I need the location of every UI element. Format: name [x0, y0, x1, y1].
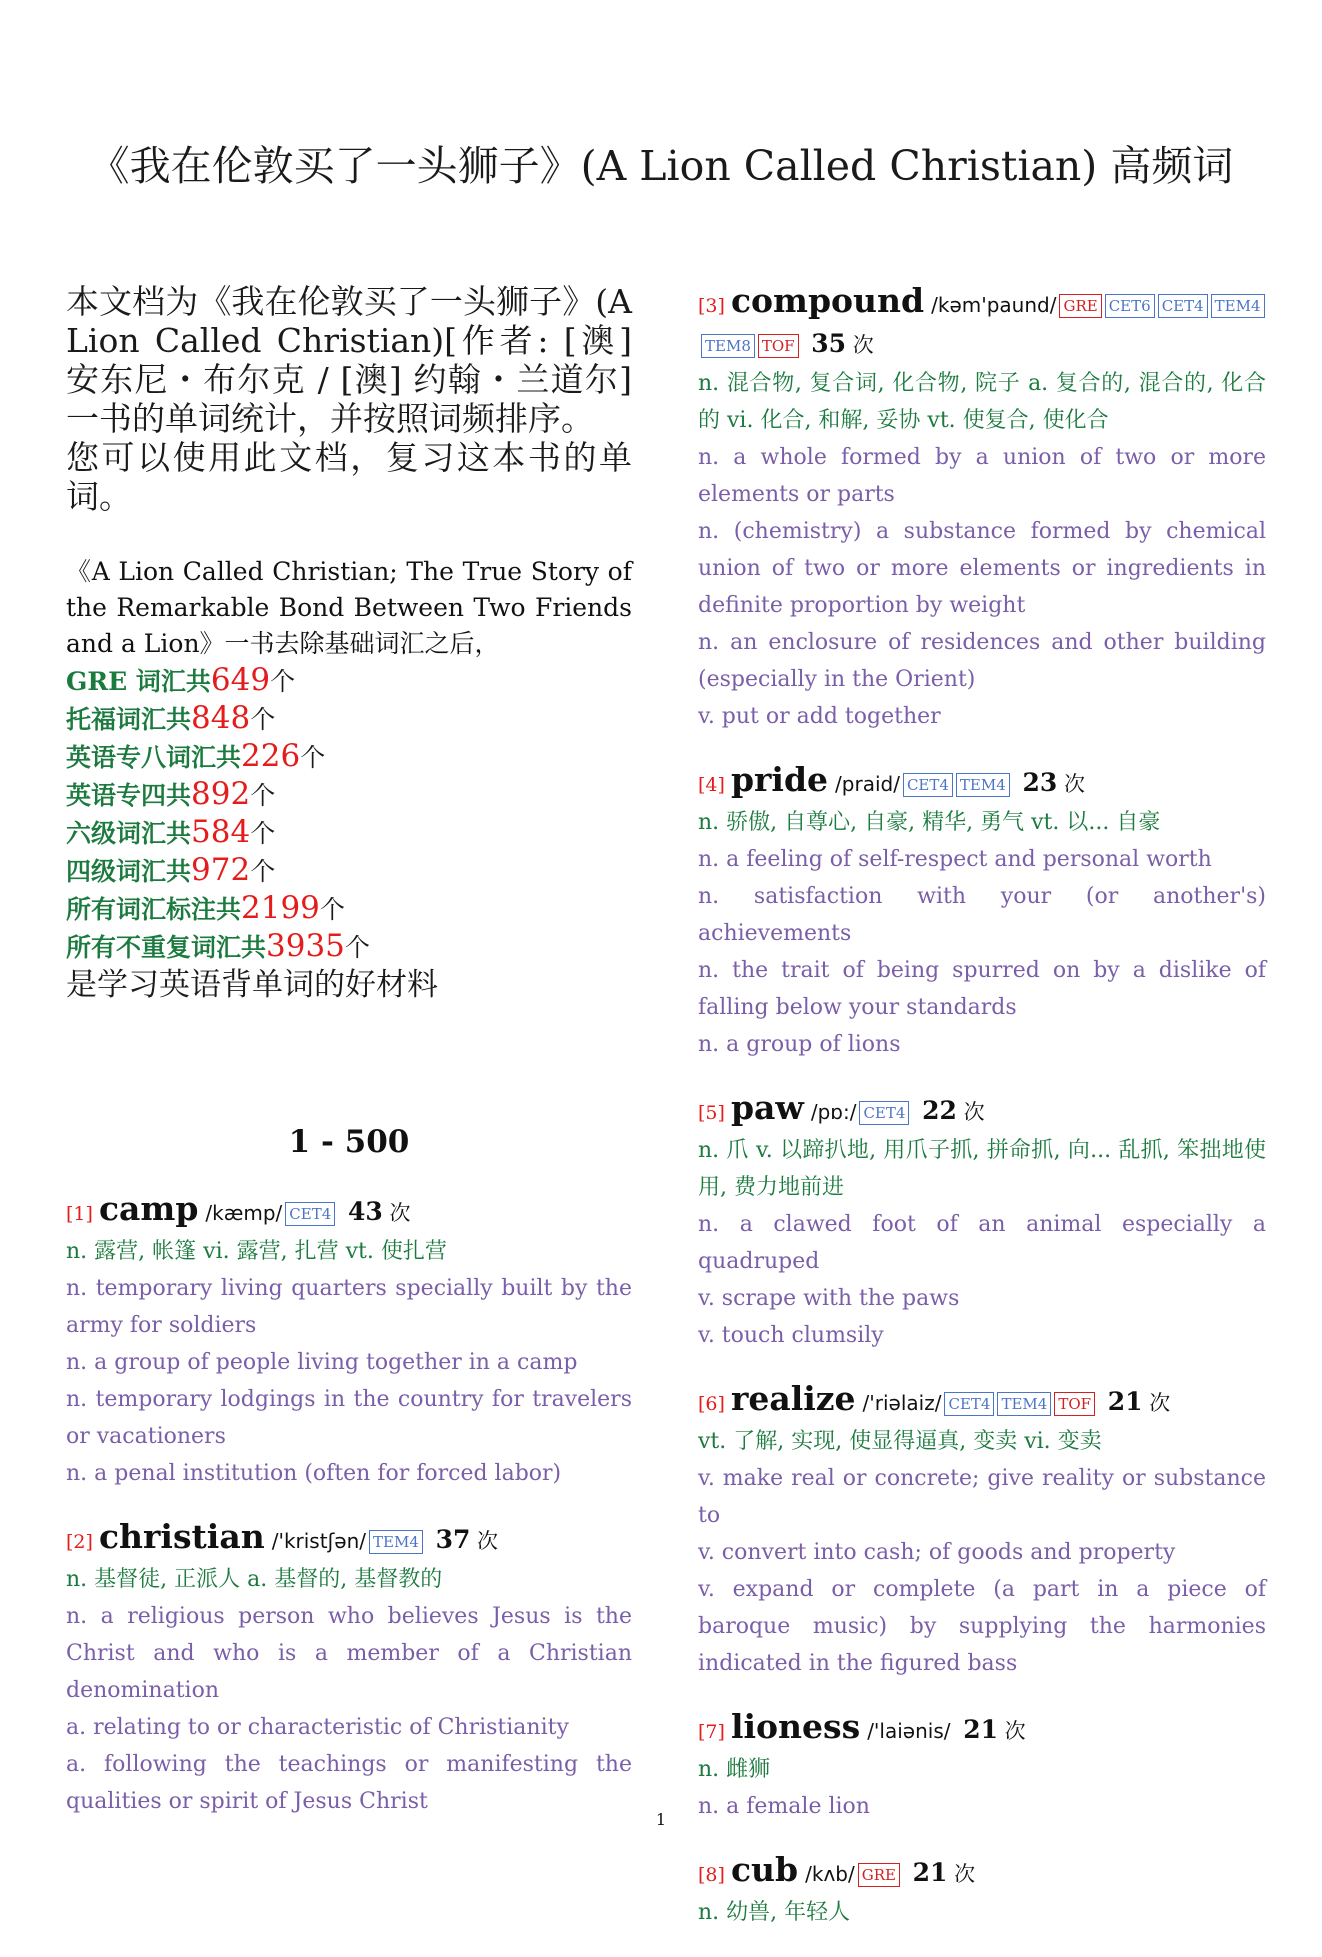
level-tag: TEM4 [1211, 294, 1265, 318]
stat-value: 226 [241, 738, 301, 774]
frequency-unit: 次 [846, 333, 874, 357]
stat-value: 3935 [266, 928, 345, 964]
intro-main [66, 282, 632, 516]
stat-line [66, 928, 632, 966]
intro-stats [66, 554, 632, 1004]
headword: realize [730, 1379, 856, 1418]
stat-unit: 个 [250, 819, 276, 848]
english-definition: v. scrape with the paws [698, 1286, 960, 1311]
stat-unit: 个 [250, 857, 276, 886]
level-tag: TOF [758, 334, 799, 358]
right-column [698, 282, 1266, 1957]
word-entry [66, 1190, 632, 1492]
level-tag: CET4 [859, 1101, 909, 1125]
frequency-unit: 次 [470, 1529, 499, 1553]
stat-line [66, 814, 632, 852]
entry-index: [6] [698, 1393, 731, 1415]
stat-value: 892 [191, 776, 251, 812]
entry-head [698, 1089, 1266, 1132]
intro-paragraph-2: 您可以使用此文档，复习这本书的单词。 [66, 438, 632, 516]
intro-sub-paragraph: 《A Lion Called Christian; The True Story of the Remarkable Bond Between Two Friends and a Lion》一书去除基础词汇之后， [66, 557, 632, 658]
level-tag: TEM4 [369, 1530, 423, 1554]
level-tag: CET6 [1105, 294, 1155, 318]
frequency-count: 37 [426, 1525, 471, 1554]
level-tag: TOF [1054, 1392, 1095, 1416]
stat-line [66, 852, 632, 890]
headword: camp [98, 1189, 199, 1228]
headword: christian [98, 1517, 265, 1556]
entry-index: [4] [698, 774, 731, 796]
stat-label: 六级词汇共 [66, 819, 192, 848]
intro-paragraph: 本文档为《我在伦敦买了一头狮子》(A Lion Called Christian)[作者: [澳] 安东尼・布尔克 / [澳] 约翰・兰道尔] 一书的单词统计，并按照词频排序。 [66, 282, 632, 438]
word-entry [698, 761, 1266, 1063]
chinese-definition: n. 混合物, 复合词, 化合物, 院子 a. 复合的, 混合的, 化合的 vi. 化合, 和解, 妥协 vt. 使复合, 使化合 [698, 371, 1266, 433]
phonetic: /'riəlaiz/ [862, 1391, 942, 1415]
stat-value: 584 [191, 814, 251, 850]
phonetic: /'laiənis/ [867, 1719, 951, 1743]
frequency-count: 21 [903, 1858, 948, 1887]
english-definition: a. relating to or characteristic of Christianity [66, 1715, 569, 1740]
entry-index: [5] [698, 1102, 731, 1124]
level-tag: GRE [1059, 294, 1101, 318]
chinese-definition: vt. 了解, 实现, 使显得逼真, 变卖 vi. 变卖 [698, 1429, 1102, 1454]
stat-label: 所有不重复词汇共 [66, 933, 267, 962]
stat-line [66, 738, 632, 776]
phonetic: /pɒ:/ [810, 1100, 857, 1124]
stat-value: 649 [210, 662, 271, 698]
stat-line [66, 890, 632, 928]
level-tag: TEM4 [956, 773, 1010, 797]
headword: pride [730, 760, 829, 799]
entry-head [698, 761, 1266, 804]
english-definition: v. make real or concrete; give reality or substance to [698, 1466, 1266, 1528]
frequency-count: 43 [339, 1197, 383, 1226]
frequency-unit: 次 [382, 1201, 411, 1225]
english-definition: n. temporary lodgings in the country for travelers or vacationers [66, 1387, 632, 1449]
word-entry [66, 1518, 632, 1820]
entry-head [698, 1380, 1266, 1423]
level-tag: CET4 [285, 1202, 335, 1226]
page-title: 《我在伦敦买了一头狮子》(A Lion Called Christian) 高频词 [88, 142, 1234, 190]
entry-head [66, 1518, 632, 1561]
chinese-definition: n. 雌狮 [698, 1757, 771, 1782]
stats-list [66, 662, 632, 966]
phonetic: /'kristʃən/ [271, 1529, 366, 1553]
page-number: 1 [655, 1810, 667, 1829]
level-tag: CET4 [944, 1392, 994, 1416]
phonetic: /kʌb/ [805, 1862, 855, 1886]
phonetic: /kæmp/ [205, 1201, 283, 1225]
frequency-unit: 次 [998, 1719, 1026, 1743]
english-definition: n. the trait of being spurred on by a dislike of falling below your standards [698, 958, 1266, 1020]
phonetic: /praid/ [835, 772, 900, 796]
english-definition: n. a whole formed by a union of two or more elements or parts [698, 445, 1266, 507]
english-definition: n. an enclosure of residences and other building (especially in the Orient) [698, 630, 1266, 692]
chinese-definition: n. 基督徒, 正派人 a. 基督的, 基督教的 [66, 1567, 443, 1592]
stat-label: 四级词汇共 [66, 857, 192, 886]
headword: paw [730, 1088, 804, 1127]
entry-head [698, 1851, 1266, 1894]
word-entry [698, 1089, 1266, 1354]
entry-head [698, 1708, 1266, 1751]
headword: compound [730, 281, 925, 320]
level-tag: CET4 [1158, 294, 1208, 318]
stat-label: 托福词汇共 [66, 705, 192, 734]
stat-unit: 个 [344, 933, 370, 962]
english-definition: n. a religious person who believes Jesus is the Christ and who is a member of a Christian denomination [66, 1604, 632, 1703]
frequency-count: 21 [954, 1715, 998, 1744]
stat-unit: 个 [319, 895, 345, 924]
english-definition: a. following the teachings or manifesting the qualities or spirit of Jesus Christ [66, 1752, 632, 1814]
level-tag: TEM8 [701, 334, 755, 358]
english-definition: n. a clawed foot of an animal especially a quadruped [698, 1212, 1266, 1274]
entries-left [66, 1190, 632, 1820]
left-column [66, 282, 632, 1846]
frequency-unit: 次 [1142, 1391, 1171, 1415]
level-tag: GRE [858, 1863, 900, 1887]
stat-line [66, 662, 632, 700]
english-definition: v. expand or complete (a part in a piece of baroque music) by supplying the harmonies indicated in the figured bass [698, 1577, 1266, 1676]
frequency-count: 22 [913, 1096, 957, 1125]
english-definition: n. (chemistry) a substance formed by chemical union of two or more elements or ingredients in definite proportion by weight [698, 519, 1266, 618]
chinese-definition: n. 骄傲, 自尊心, 自豪, 精华, 勇气 vt. 以... 自豪 [698, 810, 1161, 835]
level-tag: CET4 [903, 773, 953, 797]
level-tag: TEM4 [997, 1392, 1051, 1416]
stat-line [66, 700, 632, 738]
stat-value: 848 [191, 700, 251, 736]
english-definition: v. convert into cash; of goods and property [698, 1540, 1176, 1565]
english-definition: v. put or add together [698, 704, 941, 729]
frequency-unit: 次 [947, 1862, 976, 1886]
chinese-definition: n. 露营, 帐篷 vi. 露营, 扎营 vt. 使扎营 [66, 1239, 447, 1264]
headword: lioness [730, 1707, 861, 1746]
word-entry [698, 1708, 1266, 1825]
entry-head [698, 282, 1266, 365]
entry-index: [3] [698, 295, 731, 317]
frequency-count: 23 [1013, 768, 1058, 797]
entry-index: [1] [66, 1203, 99, 1225]
entry-index: [7] [698, 1721, 731, 1743]
section-heading: 1 - 500 [288, 1124, 410, 1160]
english-definition: v. touch clumsily [698, 1323, 884, 1348]
chinese-definition: n. 爪 v. 以蹄扒地, 用爪子抓, 拼命抓, 向... 乱抓, 笨拙地使用, 费力地前进 [698, 1138, 1266, 1200]
word-entry [698, 282, 1266, 735]
frequency-count: 21 [1099, 1387, 1143, 1416]
phonetic: /kəm'paund/ [931, 293, 1057, 317]
frequency-count: 35 [802, 329, 847, 358]
entries-right [698, 282, 1266, 1931]
word-entry [698, 1851, 1266, 1931]
english-definition: n. satisfaction with your (or another's) achievements [698, 884, 1266, 946]
entry-index: [8] [698, 1864, 731, 1886]
entry-index: [2] [66, 1531, 99, 1553]
stat-label: 英语专四共 [66, 781, 192, 810]
word-entry [698, 1380, 1266, 1682]
english-definition: n. a group of people living together in a camp [66, 1350, 578, 1375]
english-definition: n. a penal institution (often for forced labor) [66, 1461, 562, 1486]
stat-label: 所有词汇标注共 [66, 895, 242, 924]
english-definition: n. a group of lions [698, 1032, 901, 1057]
stat-unit: 个 [300, 743, 326, 772]
english-definition: n. a female lion [698, 1794, 870, 1819]
stat-unit: 个 [250, 705, 276, 734]
stat-line [66, 776, 632, 814]
chinese-definition: n. 幼兽, 年轻人 [698, 1900, 851, 1925]
frequency-unit: 次 [956, 1100, 985, 1124]
frequency-unit: 次 [1057, 772, 1085, 796]
stat-unit: 个 [270, 667, 296, 696]
intro-closing: 是学习英语背单词的好材料 [66, 967, 438, 1003]
entry-head [66, 1190, 632, 1233]
headword: cub [730, 1850, 799, 1889]
stat-label: GRE 词汇共 [66, 667, 211, 696]
english-definition: n. a feeling of self-respect and personal worth [698, 847, 1212, 872]
stat-value: 972 [191, 852, 251, 888]
stat-unit: 个 [250, 781, 276, 810]
stat-label: 英语专八词汇共 [66, 743, 242, 772]
english-definition: n. temporary living quarters specially built by the army for soldiers [66, 1276, 632, 1338]
stat-value: 2199 [241, 890, 320, 926]
